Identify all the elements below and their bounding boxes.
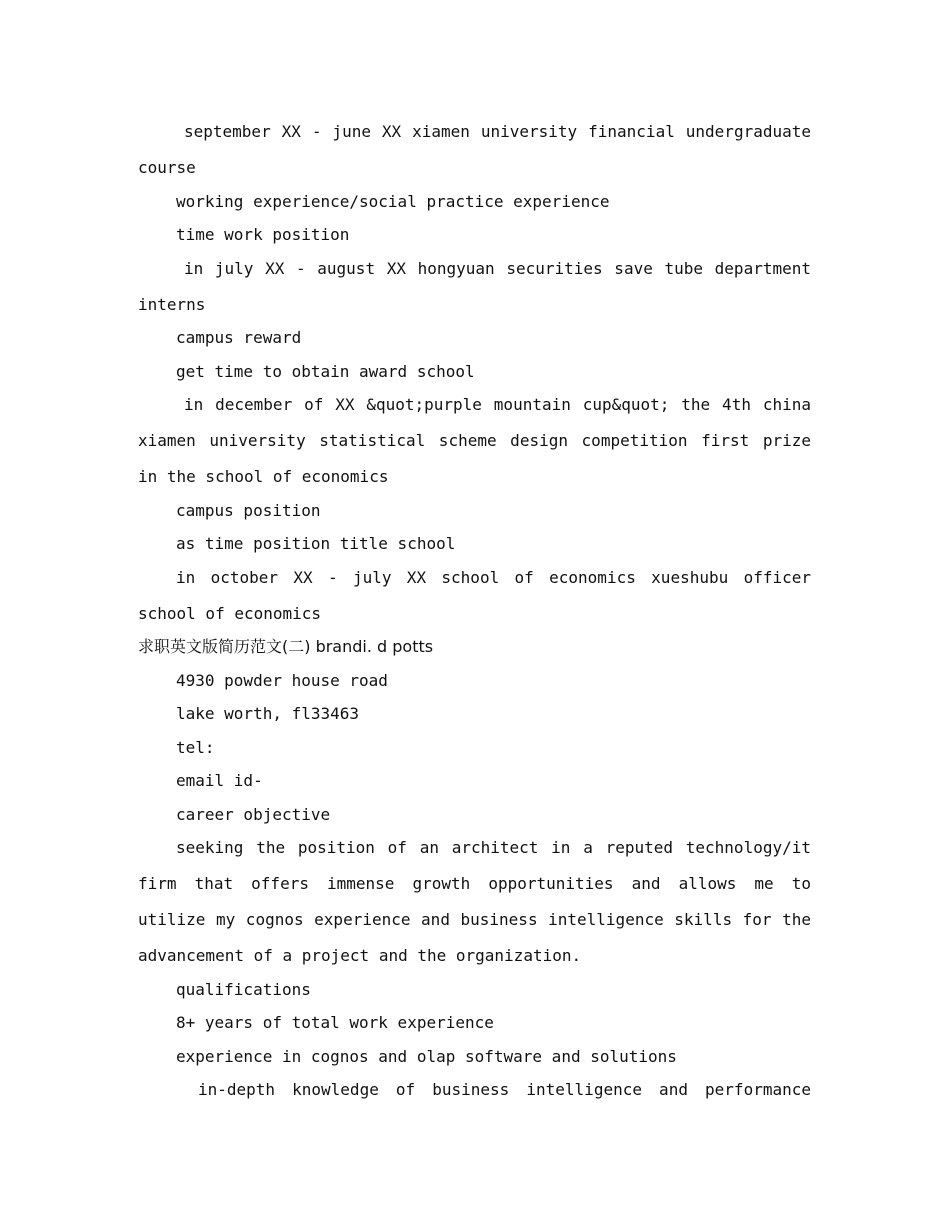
- qualification-item: in-depth knowledge of business intelligence and performance: [198, 1080, 811, 1099]
- address-line: 4930 powder house road: [176, 670, 388, 690]
- position-entry: in october XX - july XX school of economics xueshubu officer school of economics: [138, 567, 811, 623]
- tel-line: tel:: [176, 737, 215, 757]
- qualification-item: 8+ years of total work experience: [176, 1013, 494, 1032]
- section-heading-career-objective: career objective: [176, 804, 331, 824]
- table-header-work: time work position: [176, 225, 350, 244]
- qualification-item: experience in cognos and olap software and solutions: [176, 1046, 677, 1066]
- table-header-position: as time position title school: [176, 534, 456, 553]
- city-line: lake worth, fl33463: [176, 704, 360, 723]
- section-heading-campus-reward: campus reward: [176, 328, 302, 347]
- document-body: [138, 114, 811, 1108]
- career-objective-text: seeking the position of an architect in a reputed technology/it firm that offers immense growth opportunities and allows me to utilize my cognos experience and business intelligence skills for the advancement of a project and the organization.: [138, 838, 811, 965]
- education-entry: september XX - june XX xiamen university financial undergraduate course: [138, 122, 811, 177]
- email-line: email id-: [176, 771, 263, 790]
- table-header-reward: get time to obtain award school: [176, 361, 475, 381]
- resume-sample-title: 求职英文版简历范文(二) brandi. d potts: [138, 637, 434, 656]
- section-heading-qualifications: qualifications: [176, 979, 311, 999]
- reward-entry: in december of XX &quot;purple mountain cup&quot; the 4th china xiamen university statistical scheme design competition first prize in the school of economics: [138, 395, 811, 486]
- section-heading-campus-position: campus position: [176, 500, 321, 520]
- section-heading-work-experience: working experience/social practice experience: [176, 191, 610, 211]
- work-entry: in july XX - august XX hongyuan securities save tube department interns: [138, 258, 811, 314]
